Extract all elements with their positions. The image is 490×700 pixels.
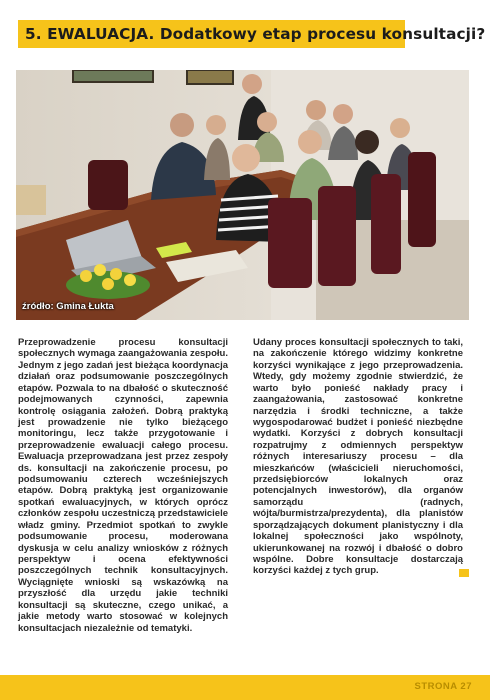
meeting-photo [16,70,469,320]
page-number: STRONA 27 [414,681,472,692]
section-title-bar [18,20,486,48]
body-paragraph-right: Udany proces konsultacji społecznych to taki, na zakończenie którego widzimy konkretne korzyści wynikające z jego przeprowadzenia. Wtedy, gdy możemy zgodnie stwierdzić, że warto było ponieść nakłady pracy i zaangażowania, zastosować konkretne narzędzia i środki techniczne, a także wygospodarować budżet i ponieść niezbędne wydatki. Korzyści z dobrych konsultacji rozpatrujmy z odmiennych perspektyw różnych interesariuszy procesu – dla mieszkańców (właścicieli nieruchomości, przedsiębiorców lokalnych oraz potencjalnych inwestorów), dla organów samorządu (radnych, wójta/burmistrza/prezydenta), dla planistów sporządzających dokument planistyczny i dla lokalnej społeczności jako wspólnoty, ukierunkowanej na rozwój i dbałość o dobro wspólne. Dobre konsultacje dostarczają korzyści każdej z tych grup. [253,337,463,577]
page-footer [0,675,490,700]
end-of-article-marker [459,569,469,577]
body-column-left [18,337,228,634]
body-column-right [253,337,463,577]
section-title: 5. EWALUACJA. Dodatkowy etap procesu konsultacji? [25,25,486,43]
meeting-photo-illustration [16,70,469,320]
photo-caption: źródło: Gmina Łukta [22,301,114,312]
body-paragraph-left: Przeprowadzenie procesu konsultacji społecznych wymaga zaangażowania zespołu. Jednym z jego zadań jest bieżąca koordynacja działań oraz podsumowanie poszczególnych etapów. Pozwala to na dbałość o skuteczność podejmowanych czynności, zapewnia kontrolę osiągania założeń. Dobrą praktyką jest prowadzenie nie tylko bieżącego monitoringu, lecz także przygotowanie i przeprowadzenie ewaluacji całego procesu. Ewaluacja przeprowadzana jest przez zespoły ds. konsultacji na zakończenie procesu, po podsumowaniu czterech wcześniejszych etapów. Dobrą praktyką jest organizowanie spotkań ewaluacyjnych, w których oprócz członków zespołu uczestniczą przedstawiciele władz gminy. Przedmiot spotkań to zwykle podsumowanie procesu, moderowana dyskusja w celu analizy wniosków z różnych perspektyw i ocena efektywności poszczególnych technik konsultacyjnych. Wyciągnięte wnioski są wskazówką na przyszłość dla urzędu jakie techniki konsultacji są skuteczne, czego unikać, a jakie metody warto stosować w kolejnych konsultacjach niezależnie od tematyki. [18,337,228,634]
